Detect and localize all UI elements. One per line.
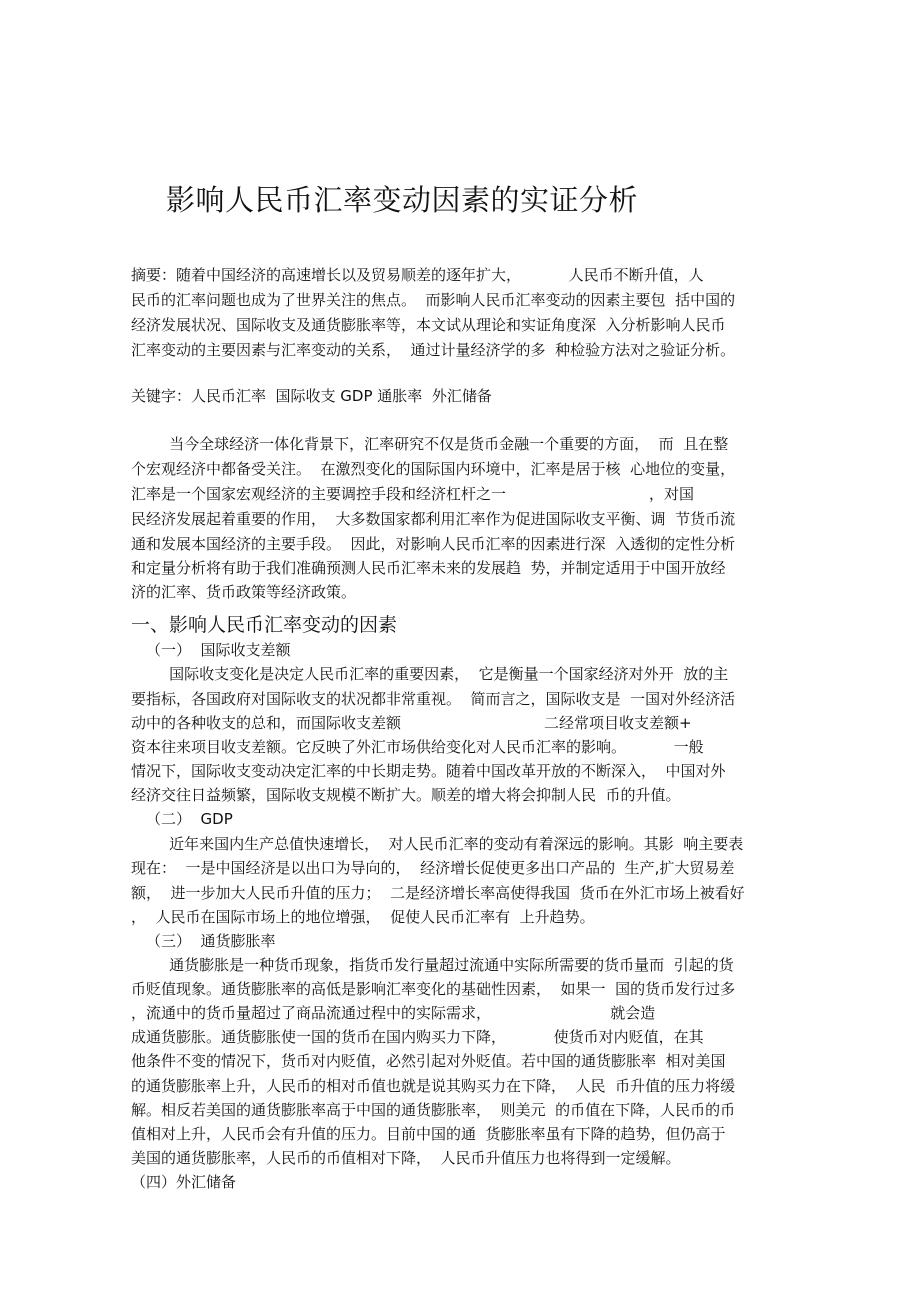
subsection-heading: （二） GDP [146, 810, 233, 828]
paragraph-line: ， 人民币在国际市场上的地位增强， 促使人民币汇率有 上升趋势。 [131, 908, 595, 926]
paragraph-line: 币贬值现象。通货膨胀率的高低是影响汇率变化的基础性因素， 如果一 国的货币发行过多 [131, 980, 736, 998]
subsection-heading: （四）外汇储备 [131, 1173, 237, 1191]
intro-line: 当今全球经济一体化背景下，汇率研究不仅是货币金融一个重要的方面， 而 且在整 [131, 435, 729, 453]
paragraph-line: 额， 进一步加大人民币升值的压力； 二是经济增长率高使得我国 货币在外汇市场上被看好 [131, 884, 745, 902]
paragraph-line: ，流通中的货币量超过了商品流通过程中的实际需求， 就会造 [131, 1004, 656, 1022]
abstract-line: 经济发展状况、国际收支及通货膨胀率等，本文试从理论和实证角度深 入分析影响人民币 [131, 316, 726, 334]
paragraph-line: 动中的各种收支的总和，而国际收支差额 二经常项目收支差额+ [131, 714, 692, 732]
paragraph-line: 情况下，国际收支变动决定汇率的中长期走势。随着中国改革开放的不断深入， 中国对外 [131, 762, 726, 780]
abstract-line: 摘要：随着中国经济的高速增长以及贸易顺差的逐年扩大， 人民币不断升值，人 [131, 266, 704, 284]
subsection-heading: （一） 国际收支差额 [146, 641, 291, 659]
paragraph-line: 的通货膨胀率上升，人民币的相对币值也就是说其购买力在下降， 人民 币升值的压力将缓 [131, 1077, 736, 1095]
paragraph-line: 美国的通货膨胀率，人民币的币值相对下降， 人民币升值压力也将得到一定缓解。 [131, 1149, 681, 1167]
paragraph-line: 解。相反若美国的通货膨胀率高于中国的通货膨胀率， 则美元 的币值在下降，人民币的币 [131, 1101, 736, 1119]
abstract-line: 汇率变动的主要因素与汇率变动的关系， 通过计量经济学的多 种检验方法对之验证分析。 [131, 341, 736, 359]
paragraph-line: 资本往来项目收支差额。它反映了外汇市场供给变化对人民币汇率的影响。 一般 [131, 738, 704, 756]
section-heading: 一、影响人民币汇率变动的因素 [131, 614, 398, 636]
paragraph-line: 他条件不变的情况下，货币对内贬值，必然引起对外贬值。若中国的通货膨胀率 相对美国 [131, 1052, 726, 1070]
intro-line: 个宏观经济中都备受关注。 在激烈变化的国际国内环境中，汇率是居于核 心地位的变量， [131, 460, 736, 478]
paragraph-line: 要指标，各国政府对国际收支的状况都非常重视。 简而言之，国际收支是 一国对外经济活 [131, 690, 736, 708]
intro-line: 通和发展本国经济的主要手段。 因此，对影响人民币汇率的因素进行深 入透彻的定性分析 [131, 535, 736, 553]
subsection-heading: （三） 通货膨胀率 [146, 932, 276, 950]
paragraph-line: 国际收支变化是决定人民币汇率的重要因素， 它是衡量一个国家经济对外开 放的主 [131, 665, 729, 683]
keywords-line: 关键字：人民币汇率 国际收支 GDP 通胀率 外汇储备 [131, 387, 492, 405]
abstract-line: 民币的汇率问题也成为了世界关注的焦点。 而影响人民币汇率变动的因素主要包 括中国的 [131, 291, 736, 309]
page-title: 影响人民币汇率变动因素的实证分析 [166, 183, 639, 217]
intro-line: 济的汇率、货币政策等经济政策。 [131, 583, 357, 601]
paragraph-line: 值相对上升，人民币会有升值的压力。目前中国的通 货膨胀率虽有下降的趋势，但仍高于 [131, 1125, 726, 1143]
intro-line: 和定量分析将有助于我们准确预测人民币汇率未来的发展趋 势，并制定适用于中国开放经 [131, 559, 726, 577]
paragraph-line: 成通货膨胀。通货膨胀使一国的货币在国内购买力下降， 使货币对内贬值，在其 [131, 1028, 704, 1046]
paragraph-line: 近年来国内生产总值快速增长， 对人民币汇率的变动有着深远的影响。其影 响主要表 [131, 835, 744, 853]
intro-line: 汇率是一个国家宏观经济的主要调控手段和经济杠杆之一 ，对国 [131, 485, 695, 503]
paragraph-line: 通货膨胀是一种货币现象，指货币发行量超过流通中实际所需要的货币量而 引起的货 [131, 956, 734, 974]
paragraph-line: 现在： 一是中国经济是以出口为导向的， 经济增长促使更多出口产品的 生产,扩大贸易差 [131, 859, 735, 877]
intro-line: 民经济发展起着重要的作用， 大多数国家都利用汇率作为促进国际收支平衡、调 节货币流 [131, 510, 736, 528]
paragraph-line: 经济交往日益频繁，国际收支规模不断扩大。顺差的增大将会抑制人民 币的升值。 [131, 786, 681, 804]
